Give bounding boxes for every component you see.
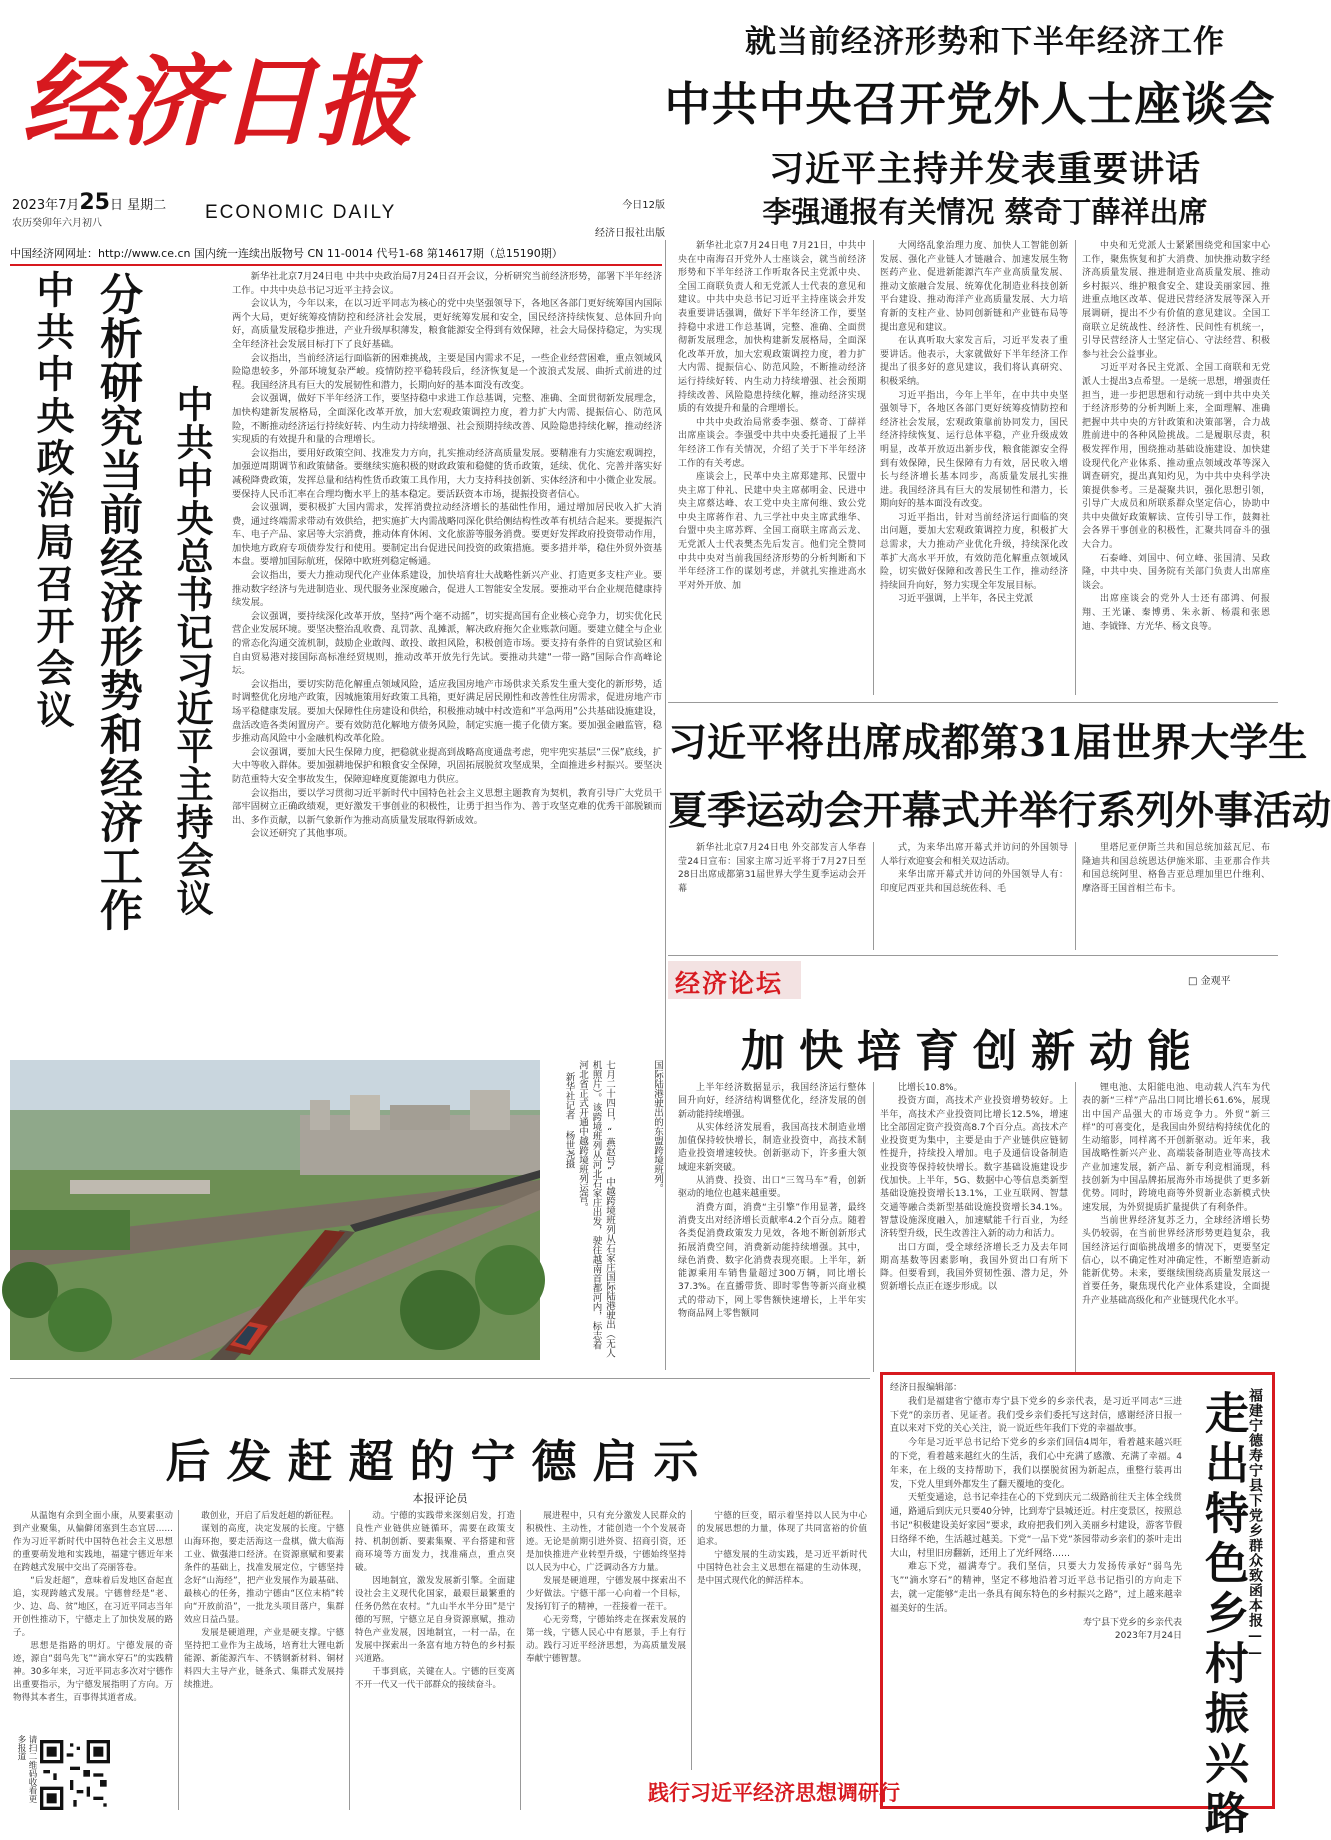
column-rule bbox=[873, 240, 874, 695]
article-paragraph: 会议认为，今年以来，在以习近平同志为核心的党中央坚强领导下，各地区各部门更好统筹国内国际两个大局，更好统筹疫情防控和经济社会发展，更好统筹发展和安全，国民经济持续恢复、总体回升向好，高质量发展稳步推进，产业升级厚积薄发，粮食能源安全得到有效保障，社会大局保持稳定，为实现全年经济社会发展目标打下了良好基础。 bbox=[232, 298, 662, 350]
ningde-byline: 本报评论员 bbox=[412, 1492, 468, 1505]
column-rule bbox=[691, 1510, 692, 1770]
column-rule bbox=[1075, 1082, 1076, 1372]
article-paragraph: 投资方面，高技术产业投资增势较好。上半年，高技术产业投资同比增长12.5%，增速比全部固定资产投资高8.7个百分点。高技术产业投资更为集中，主要是由于产业链供应链韧性提升，持续投入增加。电子及通信设备制造业投资等保持较快增长。数字基础设施建设步伐加快。上半年，5G、数据中心等信息类新型基础设施投资增长13.1%，工业互联网、智慧交通等融合类新型基础设施投资增长34.1%。智慧设施深度融入，加速赋能千行百业，为经济转型升级，民生改善注入新的动力和活力。 bbox=[880, 1096, 1068, 1240]
article-paragraph: 会议指出，当前经济运行面临新的困难挑战，主要是国内需求不足，一些企业经营困难，重点领域风险隐患较多，外部环境复杂严峻。疫情防控平稳转段后，经济恢复是一个波浪式发展、曲折式前进的过程。我国经济具有巨大的发展韧性和潜力，长期向好的基本面没有改变。 bbox=[232, 352, 662, 391]
article-paragraph: 新华社北京7月24日电 外交部发言人华春莹24日宣布：国家主席习近平将于7月27日至28日出席成都第31届世界大学生夏季运动会开幕 bbox=[678, 843, 866, 894]
letter-paragraphs bbox=[890, 1396, 1182, 1617]
lunar-date: 农历癸卯年六月初八 bbox=[12, 218, 102, 229]
photo-caption-text: 七月二十四日，“燕赵号”中越跨境班列从石家庄国际陆港驶出（无人机照片）。该跨境班列从河北石家庄出发，驶往越南首都河内，标志着河北省正式开通中越跨境班列运营。 bbox=[577, 1060, 615, 1358]
lead-story-column-3 bbox=[1082, 240, 1270, 695]
series-banner: 践行习近平经济思想调研行 bbox=[648, 1780, 900, 1805]
politburo-kicker: 中共中央政治局召开会议 bbox=[30, 270, 75, 732]
lead-story-column-1 bbox=[678, 240, 866, 695]
article-paragraph: 锂电池、太阳能电池、电动载人汽车为代表的新“三样”产品出口同比增长61.6%，展现出中国产品强大的市场竞争力。外贸“新三样”的可喜变化，是我国由外贸结构持续优化的生动缩影，同样离不开创新驱动。近年来，我国战略性新兴产业、高端装备制造业等高技术产业加速发展，新产品、新专利竞相涌现，科技创新为中国品牌拓展海外市场提供了更多新优势。同时，跨境电商等外贸新业态新模式快速发展，为外贸提质扩量提供了有利条件。 bbox=[1082, 1083, 1270, 1213]
politburo-subhead: 中共中央总书记习近平主持会议 bbox=[170, 385, 214, 917]
edition-count: 今日12版 bbox=[622, 200, 665, 211]
article-paragraph: 因地制宜，激发发展新引擎。全面建设社会主义现代化国家，最艰巨最繁重的任务仍然在农村。“九山半水半分田”是宁德的写照，宁德立足自身资源禀赋，推动特色产业发展，因地制宜，一村一品，在发展中探索出一条富有地方特色的乡村振兴道路。 bbox=[355, 1576, 515, 1664]
train-photo-illustration bbox=[10, 1060, 540, 1360]
masthead-divider bbox=[10, 264, 662, 266]
article-paragraph: 发展是硬道理，宁德发展中探索出不少好做法。宁德干部一心向着一个目标，发扬钉钉子的精神，一茬接着一茬干。 bbox=[526, 1576, 686, 1612]
article-paragraph: 消费方面，消费“主引擎”作用显著，最终消费支出对经济增长贡献率4.2个百分点。随着各类促消费政策发力见效，各地不断创新形式拓展消费空间，消费新动能持续增强。其中，绿色消费、数字化消费表现亮眼。上半年，新能源乘用车销售量超过300万辆，同比增长37.3%。在直播带货、即时零售等新兴商业模式的带动下，网上零售额快速增长，上半年实物商品网上零售额同 bbox=[678, 1202, 866, 1320]
article-paragraph: 动。宁德的实践带来深刻启发，打造良性产业链供应链循环，需要在政策支持、机制创新、要素集聚、平台搭建和营商环境等方面发力，找准痛点，重点突破。 bbox=[355, 1511, 515, 1573]
article-paragraph: 中央和无党派人士紧紧围绕党和国家中心工作，聚焦恢复和扩大消费、加快推动数字经济高质量发展、推进制造业高质量发展、推动乡村振兴、维护粮食安全、建设美丽家园、推进重点地区改革、促进民营经济发展等深入开展调研，提出不少有价值的意见建议。全国工商联立足统战性、经济性、民间性有机统一，引导民营经济人士坚定信心、守法经营、积极参与社会公益事业。 bbox=[1082, 241, 1270, 360]
column-rule bbox=[178, 1510, 179, 1810]
article-paragraph: 习近平强调，上半年，各民主党派 bbox=[898, 594, 1034, 605]
column-rule bbox=[1075, 842, 1076, 950]
article-paragraph: 会议强调，做好下半年经济工作，要坚持稳中求进工作总基调，完整、准确、全面贯彻新发展理念，加快构建新发展格局，全面深化改革开放，加大宏观政策调控力度，着力扩大内需、提振信心、防范风险，不断推动经济运行持续好转、内生动力持续增强、社会预期持续改善、风险隐患持续化解，推动经济实现质的有效提升和量的合理增长。 bbox=[232, 393, 662, 446]
article-paragraph: 新华社北京7月24日电 7月21日，中共中央在中南海召开党外人士座谈会，就当前经济形势和下半年经济工作听取各民主党派中央、全国工商联负责人和无党派人士代表的意见和建议。中共中央总书记习近平主持座谈会并发表重要讲话强调，做好下半年经济工作，要坚持稳中求进工作总基调，完整、准确、全面贯彻新发展理念，加快构建新发展格局，全面深化改革开放，加大宏观政策调控力度，着力扩大内需、提振信心、防范风险，不断推动经济运行持续好转、内生动力持续增强、社会预期持续改善、风险隐患持续化解，推动经济实现质的有效提升和量的合理增长。 bbox=[678, 241, 866, 415]
section-rule bbox=[668, 955, 1278, 956]
column-rule bbox=[1075, 240, 1076, 695]
article-paragraph: 式，为来华出席开幕式并访问的外国领导人举行欢迎宴会和相关双边活动。 bbox=[880, 843, 1068, 867]
article-paragraph: 习近平指出，今年上半年，在中共中央坚强领导下，各地区各部门更好统筹疫情防控和经济社会发展，宏观政策靠前协同发力，国民经济持续恢复、运行总体平稳，产业升级成效明显，改革开放迈出新步伐，粮食能源安全得到有效保障，民生保障有力有效，居民收入增长与经济增长基本同步，高质量发展扎实推进。我国经济具有巨大的发展韧性和潜力，长期向好的基本面没有改变。 bbox=[880, 390, 1068, 510]
article-paragraph: 里塔尼亚伊斯兰共和国总统加兹瓦尼、布隆迪共和国总统恩达伊施米耶、圭亚那合作共和国总统阿里、格鲁吉亚总理加里巴什维利、摩洛哥王国首相兰布卡。 bbox=[1082, 843, 1270, 894]
ningde-column-2 bbox=[184, 1510, 344, 1810]
issue-day: 25 bbox=[79, 190, 110, 215]
letter-body bbox=[890, 1382, 1182, 1802]
article-paragraph: 谋划的高度，决定发展的长度。宁德山海环抱，要走活海这一盘棋，做大临海工业、做强港口经济。在资源禀赋和要素条件的基础上，找准发展定位，宁德坚持念好“山海经”，把产业发展作为最基础、最核心的任务，推动宁德由“区位末梢”转向“开放前沿”，一批龙头项目落户，集群效应日益凸显。 bbox=[184, 1524, 344, 1625]
article-paragraph: 会议指出，要用好政策空间、找准发力方向，扎实推动经济高质量发展。要精准有力实施宏观调控，加强逆周期调节和政策储备。要继续实施积极的财政政策和稳健的货币政策，延续、优化、完善并落实好减税降费政策，发挥总量和结构性货币政策工具作用，大力支持科技创新、实体经济和中小微企业发展。要保持人民币汇率在合理均衡水平上的基本稳定。要活跃资本市场，提振投资者信心。 bbox=[232, 447, 662, 500]
letter-headline: 走出特色乡村振兴路 bbox=[1197, 1390, 1248, 1840]
masthead-title-text: 经济日报 bbox=[22, 45, 415, 160]
letter-subtitle: 福建宁德寿宁县下党乡群众致函本报—— bbox=[1247, 1388, 1263, 1662]
forum-column-3 bbox=[1082, 1082, 1270, 1372]
qr-code-graphic bbox=[40, 1740, 110, 1810]
article-paragraph: 发展是硬道理，产业是硬支撑。宁德坚持把工业作为主战场，培育壮大锂电新能源、新能源汽车、不锈钢新材料、铜材料四大主导产业，链条式、集群式发展持续推进。 bbox=[184, 1628, 344, 1690]
letter-date: 2023年7月24日 bbox=[1114, 1631, 1182, 1642]
article-paragraph: 我们是福建省宁德市寿宁县下党乡的乡亲代表，是习近平同志“三进下党”的亲历者、见证者。我们受乡亲们委托写这封信，感谢经济日报一直以来对下党的关心关注，说一说近些年我们下党的幸福故事。 bbox=[890, 1396, 1182, 1435]
qr-caption: 请扫二维码收看更多报道 bbox=[16, 1735, 37, 1803]
article-paragraph: 会议指出，要大力推动现代化产业体系建设，加快培育壮大战略性新兴产业、打造更多支柱产业。要推动数字经济与先进制造业、现代服务业深度融合，促进人工智能安全发展。要推动平台企业规范健康持续发展。 bbox=[232, 570, 662, 609]
article-paragraph: 宁德发展的生动实践，是习近平新时代中国特色社会主义思想在福建的生动体现，是中国式现代化的鲜活样本。 bbox=[697, 1550, 867, 1586]
article-paragraph: 比增长10.8%。 bbox=[898, 1083, 963, 1093]
column-rule bbox=[665, 240, 666, 1370]
article-paragraph: 石泰峰、刘国中、何立峰、张国清、吴政隆，中共中央、国务院有关部门负责人出席座谈会。 bbox=[1082, 553, 1270, 591]
column-rule bbox=[349, 1510, 350, 1810]
ningde-column-5 bbox=[697, 1510, 867, 1770]
article-paragraph: 从实体经济发展看，我国高技术制造业增加值保持较快增长，制造业投资中，高技术制造业投资增速较快。创新驱动下，许多重大领域迎来新突破。 bbox=[678, 1122, 866, 1173]
universiade-headline-line2: 夏季运动会开幕式并举行系列外事活动 bbox=[668, 788, 1331, 834]
article-paragraph: 座谈会上，民革中央主席郑建邦、民盟中央主席丁仲礼、民建中央主席郝明金、民进中央主席蔡达峰、农工党中央主席何维、致公党中央主席蒋作君、九三学社中央主席武维华、台盟中央主席苏辉、全国工商联主席高云龙、无党派人士代表樊杰先后发言。他们完全赞同中共中央对当前我国经济形势的分析判断和下半年经济工作的谋划考虑，并就扎实推进高水平对外开放、加 bbox=[678, 472, 866, 591]
article-paragraph: 出口方面，受全球经济增长乏力及去年同期高基数等因素影响，我国外贸出口有所下降。但要看到，我国外贸韧性强、潜力足，外贸新增长点正在逐步形成。以 bbox=[880, 1242, 1068, 1293]
politburo-headline: 分析研究当前经济形势和经济工作 bbox=[93, 272, 143, 932]
article-paragraph: 上半年经济数据显示，我国经济运行整体回升向好，经济结构调整优化，经济发展的创新动能持续增强。 bbox=[678, 1083, 866, 1120]
article-paragraph: 习近平对各民主党派、全国工商联和无党派人士提出3点希望。一是统一思想，增强责任担当，进一步把思想和行动统一到中共中央关于经济形势的分析判断上来，全面理解、准确把握中共中央的方针政策和决策部署，合力战胜前进中的各种风险挑战。二是履职尽责，积极发挥作用，围绕推动基础设施建设、加快建设现代化产业体系、推动重点领域改革等深入调查研究，提出真知灼见，为中共中央科学决策提供参考。三是凝聚共识，强化思想引领，引导广大成员和所联系群众坚定信心，协助中共中央做好政策解读、宣传引导工作，鼓舞社会各界干事创业的积极性，汇聚共同奋斗的强大合力。 bbox=[1082, 363, 1270, 551]
website-bar: 中国经济网网址：http://www.ce.cn 国内统一连续出版物号 CN 11-0014 代号1-68 第14617期（总15190期） bbox=[10, 247, 563, 260]
article-paragraph: 会议强调，要加大民生保障力度，把稳就业提高到战略高度通盘考虑，兜牢兜实基层“三保”底线，扩大中等收入群体。要加强耕地保护和粮食安全保障，巩固拓展脱贫攻坚成果，全面推进乡村振兴。要坚决防范重特大安全事故发生，保障迎峰度夏能源电力供应。 bbox=[232, 746, 662, 785]
column-rule bbox=[520, 1510, 521, 1810]
article-paragraph: 今年是习近平总书记给下党乡的乡亲们回信4周年，看着越来越兴旺的下党，看着越来越红火的生活，我们心中充满了感激、充满了幸福。4年来，在上级的支持帮助下，我们以摆脱贫困为新起点，重整行装再出发，下党人里到外都发生了翻天覆地的变化。 bbox=[890, 1438, 1182, 1490]
article-paragraph: 难忘下党，福满寿宁。我们坚信，只要大力发扬传承好“弱鸟先飞”“滴水穿石”的精神，坚定不移地沿着习近平总书记指引的方向走下去，就一定能够“走出一条具有闽东特色的乡村振兴之路”，过上越来越幸福美好的生活。 bbox=[890, 1562, 1182, 1614]
article-paragraph: 出席座谈会的党外人士还有邵鸿、何报翔、王光谦、秦博勇、朱永新、杨震和张恩迪、李钺锋、方光华、杨文良等。 bbox=[1082, 594, 1270, 632]
universiade-column-1 bbox=[678, 842, 866, 950]
article-paragraph: 心无旁骛，宁德始终走在探索发展的第一线，宁德人民心中有愿景，手上有行动。践行习近平经济思想，为高质量发展奉献宁德智慧。 bbox=[526, 1615, 686, 1664]
column-rule bbox=[873, 842, 874, 950]
article-paragraph: 展进程中，只有充分激发人民群众的积极性、主动性，才能创造一个个发展奇迹。无论是前期引进外资、招商引资，还是加快推进产业转型升级，宁德始终坚持以人民为中心，广泛调动各方力量。 bbox=[526, 1511, 686, 1573]
article-paragraph: 习近平指出，针对当前经济运行面临的突出问题，要加大宏观政策调控力度，积极扩大总需求，大力推动产业优化升级，持续深化改革扩大高水平开放，有效防范化解重点领域风险，切实做好保障和改善民生工作，推动经济持续回升向好，努力实现全年发展目标。 bbox=[880, 512, 1068, 591]
article-paragraph: 从温饱有余到全面小康，从要素驱动到产业聚集，从偏僻闭塞到生态宜居……作为习近平新时代中国特色社会主义思想的重要萌发地和实践地，福建宁德近年来在跨越式发展中交出了亮丽答卷。 bbox=[13, 1511, 173, 1573]
issue-date: 2023年7月25日 星期二 bbox=[12, 190, 167, 215]
universiade-column-3 bbox=[1082, 842, 1270, 950]
politburo-body bbox=[232, 270, 662, 905]
article-paragraph: 天堑变通途，总书记牵挂在心的下党到庆元二级路前往天主体全线贯通，路通后到庆元只要40分钟，比到寿宁县城还近。村庄变景区，按照总书记“积极建设美好家园”要求，政府把我们列入美丽乡村建设，游客节假日络绎不绝，生活越过越美。下党“一品下党”茶园带动乡亲们的茶叶走出大山，村里旧房翻新，还用上了光纤网络…… bbox=[890, 1493, 1182, 1559]
lead-subtitle: 就当前经济形势和下半年经济工作 bbox=[745, 24, 1225, 60]
photo-caption bbox=[546, 1060, 616, 1358]
column-rule bbox=[873, 1082, 874, 1372]
forum-label: 经济论坛 bbox=[675, 969, 784, 998]
lead-headline: 中共中央召开党外人士座谈会 bbox=[664, 77, 1276, 131]
article-paragraph: 会议还研究了其他事项。 bbox=[250, 828, 353, 840]
article-paragraph: 敢创业，开启了后发赶超的新征程。 bbox=[201, 1511, 339, 1521]
masthead-logo bbox=[22, 6, 415, 166]
photo-credit: 新华社记者 杨世尧摄 bbox=[563, 1072, 575, 1169]
masthead-calligraphy bbox=[22, 6, 415, 166]
train-photo bbox=[10, 1060, 540, 1360]
article-paragraph: 来华出席开幕式并访问的外国领导人有：印度尼西亚共和国总统佐科、毛 bbox=[880, 870, 1068, 894]
publisher-line: 经济日报社出版 bbox=[595, 228, 665, 239]
letter-signatory: 寿宁县下党乡的乡亲代表 bbox=[1082, 1617, 1182, 1628]
article-paragraph: 在认真听取大家发言后，习近平发表了重要讲话。他表示，大家就做好下半年经济工作提出了很多好的意见建议，我们将认真研究、积极采纳。 bbox=[880, 336, 1068, 387]
lead-subhead: 习近平主持并发表重要讲话 bbox=[768, 149, 1201, 190]
ningde-column-1 bbox=[13, 1510, 173, 1730]
lead-subhead-attendance: 李强通报有关情况 蔡奇丁薛祥出席 bbox=[762, 195, 1208, 229]
letter-salutation: 经济日报编辑部： bbox=[890, 1383, 963, 1393]
article-paragraph: “后发赶超”，意味着后发地区奋起直追，实现跨越式发展。宁德曾经是“老、少、边、岛、贫”地区，在习近平同志当年开创性推动下，宁德走上了加快发展的路子。 bbox=[13, 1576, 173, 1638]
article-paragraph: 会议强调，要积极扩大国内需求，发挥消费拉动经济增长的基础性作用，通过增加居民收入扩大消费，通过终端需求带动有效供给，把实施扩大内需战略同深化供给侧结构性改革有机结合起来。要提振汽车、电子产品、家居等大宗消费，推动体育休闲、文化旅游等服务消费。要更好发挥政府投资带动作用，加快地方政府专项债券发行和使用。要制定出台促进民间投资的政策措施。要多措并举，稳住外贸外资基本盘。要增加国际航班，保障中欧班列稳定畅通。 bbox=[232, 502, 662, 568]
article-paragraph: 千事到底，关键在人。宁德的巨变离不开一代又一代干部群众的接续奋斗。 bbox=[355, 1667, 515, 1690]
article-paragraph: 思想是指路的明灯。宁德发展的奇迹，源自“弱鸟先飞”“滴水穿石”的实践精神。30多年来，习近平同志多次对宁德作出重要指示，为宁德发展指明了方向。万物得其本者生，百事得其道者成。 bbox=[13, 1641, 173, 1703]
universiade-headline-line1: 习近平将出席成都第31届世界大学生 bbox=[668, 720, 1308, 766]
ningde-column-3 bbox=[355, 1510, 515, 1810]
photo-caption-intro: 国际陆港驶出的东盟跨境班列。 bbox=[652, 1060, 663, 1193]
universiade-column-2 bbox=[880, 842, 1068, 950]
article-paragraph: 会议指出，要切实防范化解重点领域风险，适应我国房地产市场供求关系发生重大变化的新形势，适时调整优化房地产政策，因城施策用好政策工具箱，更好满足居民刚性和改善性住房需求，促进房地产市场平稳健康发展。要加大保障性住房建设和供给，积极推动城中村改造和“平急两用”公共基础设施建设，盘活改造各类闲置房产。要有效防范化解地方债务风险，制定实施一揽子化债方案。要加强金融监管，稳步推动高风险中小金融机构改革化险。 bbox=[232, 678, 662, 745]
article-paragraph: 新华社北京7月24日电 中共中央政治局7月24日召开会议，分析研究当前经济形势，部署下半年经济工作。中共中央总书记习近平主持会议。 bbox=[232, 271, 662, 296]
ningde-column-4 bbox=[526, 1510, 686, 1770]
article-paragraph: 会议指出，要以学习贯彻习近平新时代中国特色社会主义思想主题教育为契机，教育引导广大党员干部牢固树立正确政绩观，更好激发干事创业的积极性，让勇于担当作为、善于攻坚克难的优秀干部脱颖而出、多作贡献，以新气象新作为推动高质量发展取得新成效。 bbox=[232, 787, 662, 826]
forum-column-1 bbox=[678, 1082, 866, 1372]
article-paragraph: 中共中央政治局常委李强、蔡奇、丁薛祥出席座谈会。李强受中共中央委托通报了上半年经济工作有关情况，介绍了关于下半年经济工作的有关考虑。 bbox=[678, 417, 866, 469]
forum-column-2 bbox=[880, 1082, 1068, 1372]
qr-code-icon[interactable] bbox=[40, 1740, 110, 1810]
english-title: ECONOMIC DAILY bbox=[205, 202, 397, 223]
article-paragraph: 会议强调，要持续深化改革开放，坚持“两个毫不动摇”，切实提高国有企业核心竞争力，切实优化民营企业发展环境。要坚决整治乱收费、乱罚款、乱摊派，解决政府拖欠企业账款问题。要建立健全与企业的常态化沟通交流机制，鼓励企业敢闯、敢投、敢担风险，积极创造市场。要支持有条件的自贸试验区和自由贸易港对接国际高标准经贸规则，推动改革开放先行先试。要推动共建“一带一路”国际合作高峰论坛。 bbox=[232, 610, 662, 677]
section-rule bbox=[668, 702, 1278, 703]
article-paragraph: 当前世界经济复苏乏力，全球经济增长势头仍较弱，在当前世界经济形势更趋复杂，我国经济运行面临挑战增多的情况下，更要坚定信心，以不确定性对冲确定性，不断塑造新动能新优势。未来，要继续围绕高质量发展这一首要任务，聚焦现代化产业体系建设，全面提升产业基础高级化和产业链现代化水平。 bbox=[1082, 1215, 1270, 1306]
forum-headline: 加快培育创新动能 bbox=[741, 1026, 1205, 1077]
section-rule bbox=[10, 1378, 870, 1379]
ningde-headline: 后发赶超的宁德启示 bbox=[165, 1435, 715, 1488]
forum-byline: □ 金观平 bbox=[1188, 976, 1231, 987]
article-paragraph: 大网络乱象治理力度、加快人工智能创新发展、强化产业链人才链融合、加速发展生物医药产业、促进新能源汽车产业高质量发展、推动文旅融合发展、统筹优化制造业科技创新平台建设、推动海洋产业高质量发展、大力培育新的支柱产业、协同创新链和产业链布局等提出意见和建议。 bbox=[880, 241, 1068, 333]
article-paragraph: 宁德的巨变，昭示着坚持以人民为中心的发展思想的力量，体现了共同富裕的价值追求。 bbox=[697, 1511, 867, 1547]
article-paragraph: 从消费、投资、出口“三驾马车”看，创新驱动的地位也越来越重要。 bbox=[678, 1176, 866, 1200]
lead-story-column-2 bbox=[880, 240, 1068, 695]
